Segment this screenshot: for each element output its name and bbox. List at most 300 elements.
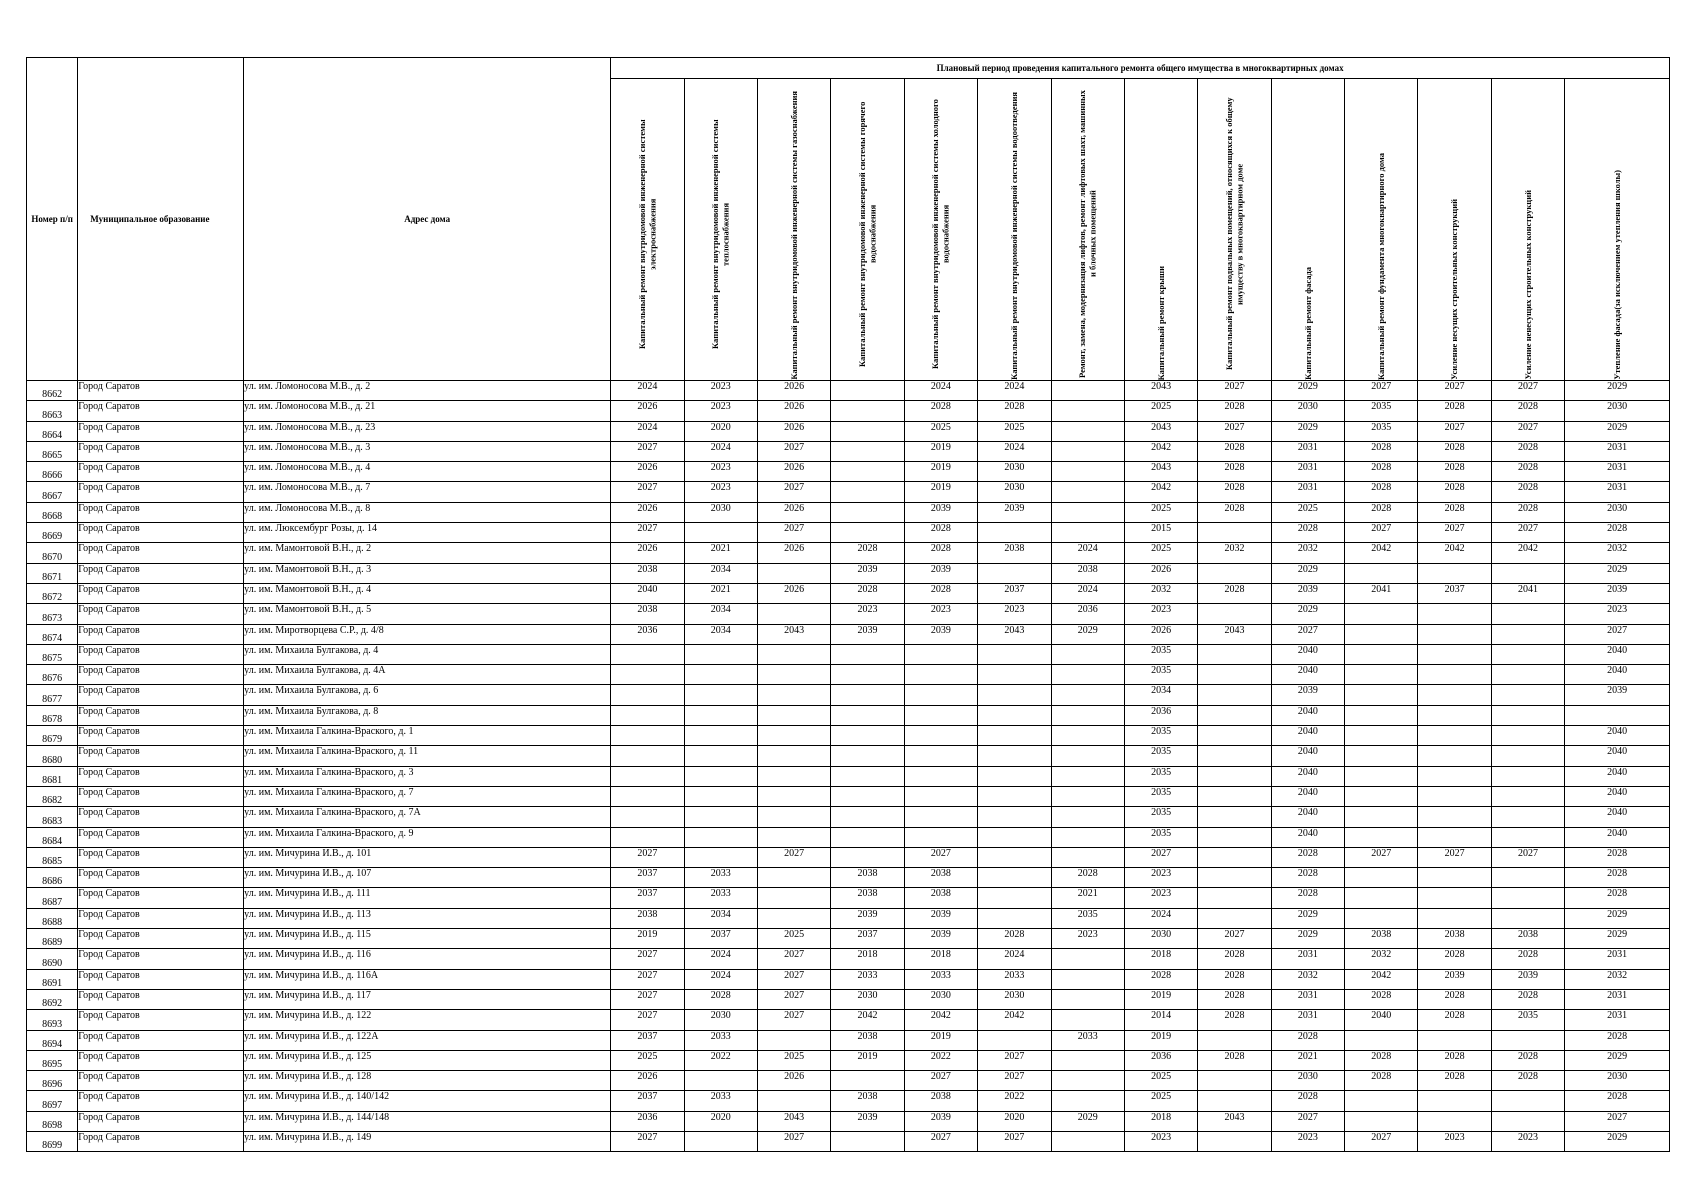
table-row [27,421,1670,441]
planned-year-cell [1198,1131,1271,1151]
planned-year-cell: 2021 [684,583,757,603]
planned-year-cell [1491,746,1564,766]
work-type-label: Капитальный ремонт подвальных помещений, относящихся к общему имуществу в многоквартирном доме [1223,97,1245,371]
municipality-cell: Город Саратов [78,969,244,989]
planned-year-cell: 2029 [1565,929,1670,949]
planned-year-cell [1491,827,1564,847]
table-row [27,827,1670,847]
work-type-label: Усиление ненесущих строительных конструкций [1522,190,1533,380]
planned-year-cell: 2035 [1491,1010,1564,1030]
planned-year-cell: 2037 [1418,583,1491,603]
planned-year-cell: 2020 [978,1111,1051,1131]
planned-year-cell [1051,685,1124,705]
planned-year-cell: 2018 [831,949,904,969]
row-number-cell: 8663 [27,401,78,421]
planned-year-cell [1418,868,1491,888]
planned-year-cell: 2042 [1345,969,1418,989]
planned-year-cell: 2028 [1198,1010,1271,1030]
municipality-cell: Город Саратов [78,644,244,664]
planned-year-cell: 2042 [1124,482,1197,502]
planned-year-cell: 2027 [904,847,977,867]
column-header-work-type [1124,79,1197,381]
planned-year-cell: 2023 [904,604,977,624]
work-type-label: Капитальный ремонт внутридомовой инженерной системы горячего водоснабжения [857,101,878,367]
planned-year-cell: 2019 [831,1050,904,1070]
row-number-cell: 8678 [27,705,78,725]
planned-year-cell: 2027 [1345,1131,1418,1151]
planned-year-cell: 2035 [1124,644,1197,664]
planned-year-cell [831,1071,904,1091]
planned-year-cell: 2031 [1565,949,1670,969]
planned-year-cell: 2028 [1271,868,1344,888]
planned-year-cell [978,1030,1051,1050]
planned-year-cell [1345,868,1418,888]
planned-year-cell [611,786,684,806]
address-cell: ул. им. Мичурина И.В., д. 128 [244,1071,611,1091]
planned-year-cell: 2027 [978,1050,1051,1070]
planned-year-cell [1491,665,1564,685]
planned-year-cell: 2030 [978,482,1051,502]
planned-year-cell [1198,523,1271,543]
planned-year-cell [757,888,830,908]
planned-year-cell [978,807,1051,827]
municipality-cell: Город Саратов [78,685,244,705]
planned-year-cell: 2028 [1198,949,1271,969]
planned-year-cell [684,766,757,786]
work-type-label: Утепление фасада(за исключением утепления школы) [1611,170,1622,380]
planned-year-cell: 2039 [1565,583,1670,603]
planned-year-cell [831,827,904,847]
address-cell: ул. им. Мамонтовой В.Н., д. 4 [244,583,611,603]
planned-year-cell: 2027 [904,1131,977,1151]
planned-year-cell: 2032 [1271,543,1344,563]
column-header-work-type [978,79,1051,381]
planned-year-cell: 2028 [1345,1071,1418,1091]
table-row [27,401,1670,421]
planned-year-cell: 2028 [1198,441,1271,461]
column-header-work-type [1345,79,1418,381]
planned-year-cell: 2019 [904,1030,977,1050]
row-number-cell: 8693 [27,1010,78,1030]
planned-year-cell: 2039 [904,929,977,949]
planned-year-cell: 2031 [1565,989,1670,1009]
planned-year-cell [1491,908,1564,928]
planned-year-cell: 2033 [1051,1030,1124,1050]
planned-year-cell: 2028 [1051,868,1124,888]
planned-year-cell: 2037 [611,1030,684,1050]
planned-year-cell [1491,726,1564,746]
planned-year-cell: 2027 [757,523,830,543]
address-cell: ул. им. Мичурина И.В., д. 101 [244,847,611,867]
table-row [27,381,1670,401]
planned-year-cell: 2024 [1124,908,1197,928]
planned-year-cell: 2036 [1124,1050,1197,1070]
planned-year-cell: 2029 [1271,421,1344,441]
planned-year-cell [1418,807,1491,827]
planned-year-cell [1051,847,1124,867]
planned-year-cell: 2024 [904,381,977,401]
planned-year-cell: 2028 [1198,502,1271,522]
planned-year-cell [1051,1050,1124,1070]
planned-year-cell [904,766,977,786]
column-header-work-type [1491,79,1564,381]
planned-year-cell: 2023 [1418,1131,1491,1151]
planned-year-cell: 2040 [1565,644,1670,664]
address-cell: ул. им. Михаила Булгакова, д. 4 [244,644,611,664]
planned-year-cell: 2028 [1491,1050,1564,1070]
planned-year-cell [611,644,684,664]
planned-year-cell [1418,1030,1491,1050]
municipality-cell: Город Саратов [78,1010,244,1030]
planned-year-cell [1198,726,1271,746]
planned-year-cell: 2027 [757,482,830,502]
planned-year-cell: 2031 [1271,1010,1344,1030]
planned-year-cell [1418,746,1491,766]
planned-year-cell: 2028 [1418,1050,1491,1070]
planned-year-cell: 2023 [1124,868,1197,888]
planned-year-cell: 2028 [1271,523,1344,543]
municipality-cell: Город Саратов [78,1071,244,1091]
planned-year-cell [831,502,904,522]
planned-year-cell: 2030 [1565,401,1670,421]
row-number-cell: 8691 [27,969,78,989]
planned-year-cell: 2023 [1565,604,1670,624]
planned-year-cell: 2030 [978,462,1051,482]
planned-year-cell: 2040 [1565,726,1670,746]
column-header-work-type [1565,79,1670,381]
planned-year-cell [1051,1131,1124,1151]
address-cell: ул. им. Ломоносова М.В., д. 21 [244,401,611,421]
planned-year-cell: 2028 [1565,1091,1670,1111]
planned-year-cell [611,746,684,766]
planned-year-cell: 2027 [757,969,830,989]
planned-year-cell: 2023 [1271,1131,1344,1151]
planned-year-cell: 2023 [684,401,757,421]
planned-year-cell [684,523,757,543]
planned-year-cell: 2035 [1124,807,1197,827]
planned-year-cell: 2040 [1565,746,1670,766]
planned-year-cell [831,401,904,421]
planned-year-cell [1418,644,1491,664]
planned-year-cell: 2040 [1271,726,1344,746]
planned-year-cell: 2028 [1491,949,1564,969]
planned-year-cell: 2043 [1124,381,1197,401]
planned-year-cell: 2027 [1418,421,1491,441]
planned-year-cell: 2037 [611,888,684,908]
row-number-cell: 8680 [27,746,78,766]
planned-year-cell [1418,827,1491,847]
planned-year-cell: 2039 [904,908,977,928]
table-row [27,441,1670,461]
planned-year-cell [1051,786,1124,806]
planned-year-cell [978,726,1051,746]
table-row [27,888,1670,908]
planned-year-cell: 2038 [904,1091,977,1111]
planned-year-cell [1345,604,1418,624]
planned-year-cell: 2025 [1124,502,1197,522]
planned-year-cell: 2035 [1124,746,1197,766]
planned-year-cell: 2030 [1124,929,1197,949]
row-number-cell: 8669 [27,523,78,543]
planned-year-cell [831,726,904,746]
planned-year-cell: 2027 [757,1010,830,1030]
planned-year-cell: 2033 [684,1030,757,1050]
table-row [27,989,1670,1009]
planned-year-cell: 2034 [1124,685,1197,705]
table-header [27,58,1670,381]
planned-year-cell [757,807,830,827]
planned-year-cell: 2024 [611,381,684,401]
column-header-work-type [904,79,977,381]
table-row [27,746,1670,766]
planned-year-cell: 2028 [1345,1050,1418,1070]
planned-year-cell: 2028 [1345,482,1418,502]
planned-year-cell: 2029 [1271,604,1344,624]
planned-year-cell [978,563,1051,583]
table-row [27,1111,1670,1131]
planned-year-cell: 2027 [1345,847,1418,867]
planned-year-cell [978,888,1051,908]
planned-year-cell: 2035 [1124,726,1197,746]
planned-year-cell [1198,888,1271,908]
capital-repair-table [26,57,1670,1152]
address-cell: ул. им. Михаила Галкина-Враского, д. 11 [244,746,611,766]
planned-year-cell: 2031 [1565,482,1670,502]
planned-year-cell: 2028 [1198,462,1271,482]
planned-year-cell: 2022 [978,1091,1051,1111]
address-cell: ул. им. Ломоносова М.В., д. 2 [244,381,611,401]
planned-year-cell [1345,563,1418,583]
planned-year-cell: 2035 [1124,827,1197,847]
planned-year-cell [1418,604,1491,624]
planned-year-cell: 2028 [1345,502,1418,522]
planned-year-cell [831,786,904,806]
planned-year-cell: 2040 [1271,705,1344,725]
planned-year-cell: 2034 [684,563,757,583]
planned-year-cell: 2031 [1271,462,1344,482]
table-row [27,929,1670,949]
planned-year-cell [1491,888,1564,908]
planned-year-cell: 2027 [1565,624,1670,644]
planned-year-cell: 2039 [831,908,904,928]
planned-year-cell [611,705,684,725]
planned-year-cell: 2039 [904,563,977,583]
planned-year-cell [684,827,757,847]
planned-year-cell [611,827,684,847]
planned-year-cell: 2028 [1491,441,1564,461]
municipality-cell: Город Саратов [78,929,244,949]
planned-year-cell: 2023 [1124,604,1197,624]
planned-year-cell [1345,1030,1418,1050]
planned-year-cell: 2027 [611,969,684,989]
planned-year-cell [831,441,904,461]
planned-year-cell: 2025 [1271,502,1344,522]
table-row [27,705,1670,725]
planned-year-cell [684,847,757,867]
planned-year-cell: 2037 [611,868,684,888]
planned-year-cell: 2031 [1565,441,1670,461]
planned-year-cell [831,847,904,867]
planned-year-cell: 2027 [611,441,684,461]
table-row [27,786,1670,806]
planned-year-cell [1051,989,1124,1009]
planned-year-cell: 2041 [1491,583,1564,603]
address-cell: ул. им. Михаила Галкина-Враского, д. 7 [244,786,611,806]
table-row [27,1010,1670,1030]
row-number-cell: 8687 [27,888,78,908]
row-number-cell: 8681 [27,766,78,786]
planned-year-cell [1198,665,1271,685]
planned-year-cell [757,726,830,746]
planned-year-cell [1345,827,1418,847]
column-header-work-type [1198,79,1271,381]
planned-year-cell [1418,705,1491,725]
planned-year-cell: 2027 [1198,421,1271,441]
planned-year-cell: 2029 [1051,1111,1124,1131]
municipality-cell: Город Саратов [78,401,244,421]
planned-year-cell [831,523,904,543]
planned-year-cell [611,807,684,827]
planned-year-cell: 2028 [1418,989,1491,1009]
municipality-cell: Город Саратов [78,949,244,969]
work-type-label: Усиление несущих строительных конструкций [1449,199,1460,380]
row-number-cell: 8690 [27,949,78,969]
planned-year-cell: 2022 [904,1050,977,1070]
column-header-work-type [1271,79,1344,381]
planned-year-cell [1198,827,1271,847]
address-cell: ул. им. Мичурина И.В., д. 113 [244,908,611,928]
planned-year-cell [684,705,757,725]
planned-year-cell [1198,685,1271,705]
address-cell: ул. им. Мичурина И.В., д. 116А [244,969,611,989]
planned-year-cell: 2039 [904,1111,977,1131]
planned-year-cell [1491,786,1564,806]
planned-year-cell: 2040 [1565,827,1670,847]
address-cell: ул. им. Мичурина И.В., д. 122 [244,1010,611,1030]
table-row [27,685,1670,705]
planned-year-cell [1418,1111,1491,1131]
planned-year-cell [1491,766,1564,786]
planned-year-cell [757,705,830,725]
planned-year-cell: 2036 [1051,604,1124,624]
planned-year-cell: 2038 [611,563,684,583]
row-number-cell: 8676 [27,665,78,685]
planned-year-cell [1418,665,1491,685]
planned-year-cell: 2027 [757,949,830,969]
planned-year-cell [831,462,904,482]
planned-year-cell [1198,1091,1271,1111]
planned-year-cell: 2032 [1565,969,1670,989]
planned-year-cell: 2034 [684,908,757,928]
planned-year-cell: 2031 [1271,989,1344,1009]
planned-year-cell [1491,705,1564,725]
municipality-cell: Город Саратов [78,1091,244,1111]
planned-year-cell: 2027 [611,523,684,543]
address-cell: ул. им. Мамонтовой В.Н., д. 3 [244,563,611,583]
planned-year-cell [684,726,757,746]
planned-year-cell: 2026 [757,1071,830,1091]
planned-year-cell [1418,624,1491,644]
planned-year-cell: 2032 [1198,543,1271,563]
table-row [27,949,1670,969]
work-type-label: Капитальный ремонт внутридомовой инженерной системы газоснабжения [788,91,799,380]
address-cell: ул. им. Михаила Галкина-Враского, д. 3 [244,766,611,786]
planned-year-cell: 2027 [978,1071,1051,1091]
planned-year-cell [1051,1071,1124,1091]
municipality-cell: Город Саратов [78,726,244,746]
planned-year-cell: 2037 [611,1091,684,1111]
planned-year-cell: 2025 [757,929,830,949]
table-body [27,381,1670,1152]
planned-year-cell [831,766,904,786]
row-number-cell: 8679 [27,726,78,746]
planned-year-cell [978,868,1051,888]
planned-year-cell: 2039 [1418,969,1491,989]
planned-year-cell: 2040 [1271,665,1344,685]
planned-year-cell: 2040 [1271,644,1344,664]
planned-year-cell: 2038 [978,543,1051,563]
planned-year-cell [1051,441,1124,461]
table-row [27,644,1670,664]
planned-year-cell: 2028 [1418,401,1491,421]
planned-year-cell: 2038 [611,908,684,928]
municipality-cell: Город Саратов [78,908,244,928]
row-number-cell: 8674 [27,624,78,644]
column-header-number: Номер п/п [27,58,78,381]
planned-year-cell: 2038 [1051,563,1124,583]
planned-year-cell: 2035 [1345,421,1418,441]
planned-year-cell: 2020 [684,1111,757,1131]
planned-year-cell: 2035 [1345,401,1418,421]
planned-year-cell [831,421,904,441]
planned-year-cell: 2039 [831,624,904,644]
column-header-work-type [1051,79,1124,381]
planned-year-cell: 2029 [1271,381,1344,401]
planned-year-cell: 2027 [611,847,684,867]
table-row [27,1131,1670,1151]
planned-year-cell: 2039 [904,502,977,522]
planned-year-cell: 2027 [1198,381,1271,401]
planned-year-cell: 2023 [978,604,1051,624]
planned-year-cell [1345,786,1418,806]
planned-year-cell: 2027 [1418,847,1491,867]
planned-year-cell [1345,726,1418,746]
planned-year-cell [978,786,1051,806]
planned-year-cell: 2028 [1418,462,1491,482]
planned-year-cell: 2024 [978,949,1051,969]
planned-year-cell [1345,766,1418,786]
address-cell: ул. им. Мичурина И.В., д. 149 [244,1131,611,1151]
planned-year-cell [831,685,904,705]
planned-year-cell: 2040 [1565,665,1670,685]
table-row [27,523,1670,543]
planned-year-cell [978,523,1051,543]
planned-year-cell: 2041 [1345,583,1418,603]
planned-year-cell: 2028 [1271,847,1344,867]
column-header-work-type [757,79,830,381]
row-number-cell: 8662 [27,381,78,401]
table-row [27,1091,1670,1111]
planned-year-cell: 2028 [1565,523,1670,543]
planned-year-cell: 2028 [1418,502,1491,522]
planned-year-cell: 2028 [831,583,904,603]
planned-year-cell [1198,705,1271,725]
address-cell: ул. им. Ломоносова М.В., д. 7 [244,482,611,502]
planned-year-cell: 2026 [757,502,830,522]
row-number-cell: 8688 [27,908,78,928]
planned-year-cell: 2040 [1565,786,1670,806]
row-number-cell: 8672 [27,583,78,603]
